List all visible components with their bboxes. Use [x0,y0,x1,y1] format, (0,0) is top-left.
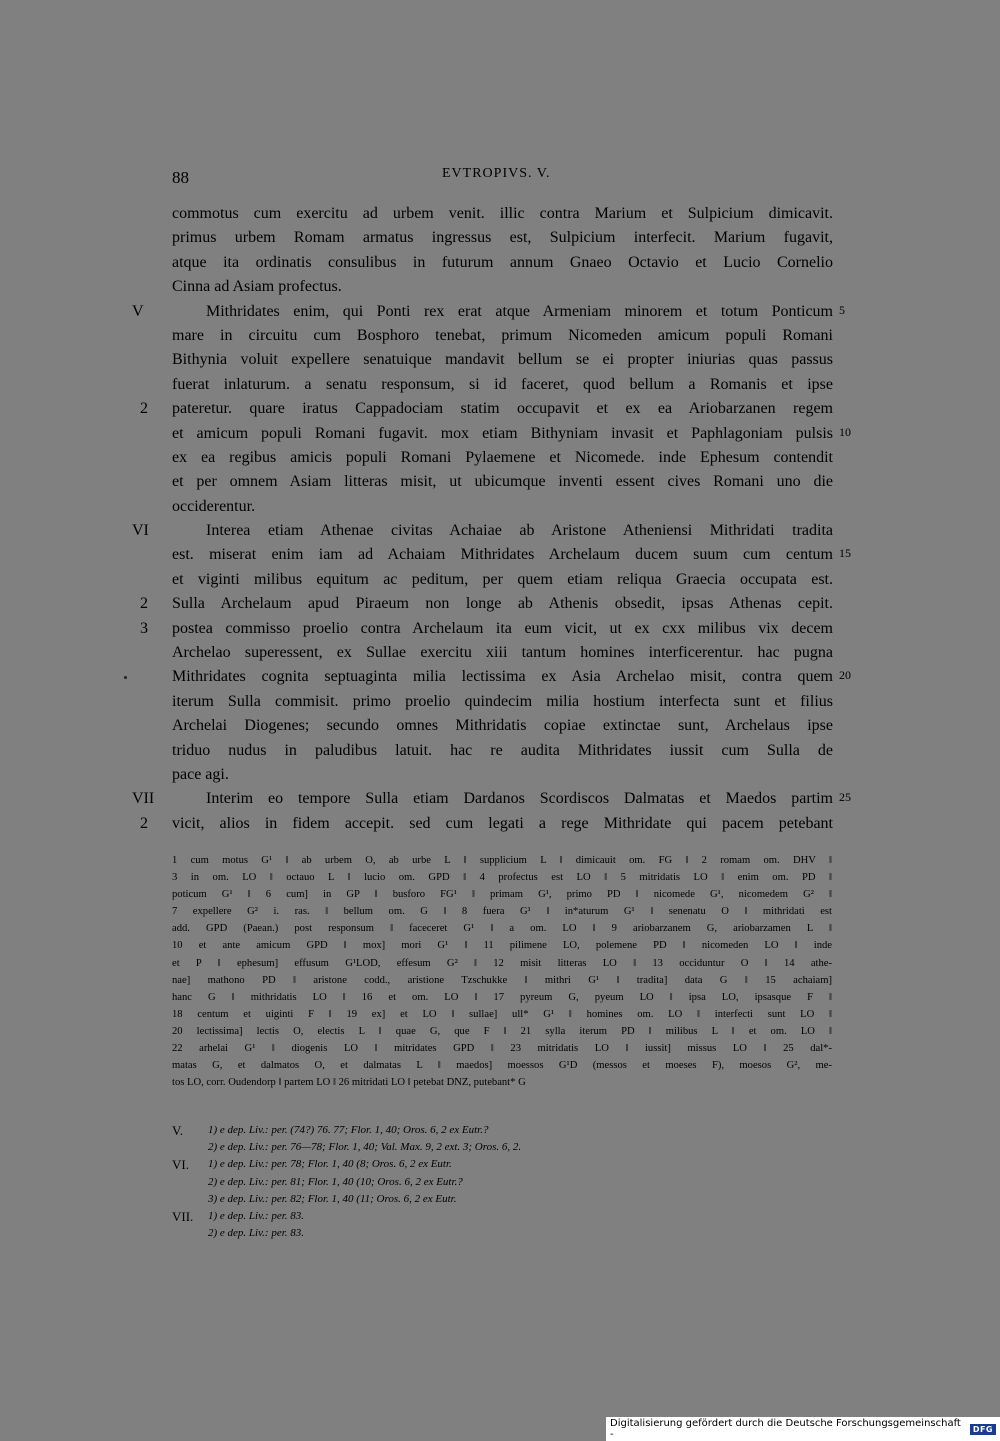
apparatus-line: 7 expellere G² i. ras. ‖ bellum om. G ‖ 8 fuera G¹ ‖ in*aturum G¹ ‖ senenatu O ‖ mithridati est [172,906,832,918]
section-marker: 2 [140,595,148,613]
line-text: Interim eo tempore Sulla etiam Dardanos Scordiscos Dalmatas et Maedos partim [206,790,833,808]
line-text: primus urbem Romam armatus ingressus est, Sulpicium interfecit. Marium fugavit, [172,229,833,247]
text-line [132,787,851,811]
footer-text: Digitalisierung gefördert durch die Deutsche Forschungsgemeinschaft - [610,1418,961,1440]
text-line [172,739,833,763]
text-line [172,714,833,738]
main-text [132,202,851,836]
apparatus-line: 10 et ante amicum GPD ‖ mox] mori G¹ ‖ 11 pilimene LO, polemene PD ‖ nicomeden LO ‖ inde [172,940,832,952]
source-text: 2) e dep. Liv.: per. 81; Flor. 1, 40 (10; Oros. 6, 2 ex Eutr.? [208,1175,463,1188]
text-line [172,373,833,397]
line-text: postea commisso proelio contra Archelaum ita eum vicit, ut ex cxx milibus vix decem [172,619,833,637]
text-line [172,665,851,689]
dfg-logo: DFG [970,1424,996,1435]
line-text: Interea etiam Athenae civitas Achaiae ab Aristone Atheniensi Mithridati tradita [206,522,833,540]
line-number: 20 [839,668,851,683]
source-text: 1) e dep. Liv.: per. 83. [208,1209,305,1222]
source-section: VI. [172,1157,189,1173]
line-text: ex ea regibus amicis populi Romani Pylaemene et Nicomede. inde Ephesum contendit [172,448,833,466]
apparatus-line: hanc G ‖ mithridatis LO ‖ 16 et om. LO ‖ 17 pyreum G, pyeum LO ‖ ipsa LO, ipsasque F ‖ [172,991,832,1003]
line-text: pace agi. [172,765,229,783]
source-text: 2) e dep. Liv.: per. 83. [208,1227,305,1240]
source-text: 1) e dep. Liv.: per. (74?) 76. 77; Flor. 1, 40; Oros. 6, 2 ex Eutr.? [208,1124,489,1136]
text-line [140,397,833,421]
line-text: Cinna ad Asiam profectus. [172,278,342,296]
margin-speck [124,676,127,679]
line-text: vicit, alios in fidem accepit. sed cum legati a rege Mithridate qui pacem petebant [172,814,833,832]
text-line [172,543,851,567]
line-text: est. miserat enim iam ad Achaiam Mithridates Archelaum ducem suum cum centum [172,546,833,564]
apparatus-line: add. GPD (Paean.) post responsum ‖ faceceret G¹ ‖ a om. LO ‖ 9 ariobarzanem G, ariobarzamen L ‖ [172,923,832,935]
source-text: 1) e dep. Liv.: per. 78; Flor. 1, 40 (8; Oros. 6, 2 ex Eutr. [208,1158,452,1171]
line-text: fuerat inlaturum. a senatu responsum, si id faceret, quod bellum a Romanis et ipse [172,375,833,393]
text-line [172,495,833,519]
apparatus-line: 18 centum et uiginti F ‖ 19 ex] et LO ‖ sullae] ull* G¹ ‖ homines om. LO ‖ interfecti sunt LO ‖ [172,1008,832,1020]
text-line [140,812,833,836]
line-number: 5 [839,302,845,317]
line-number: 15 [839,546,851,561]
critical-apparatus [172,852,832,1091]
text-line [132,300,845,324]
apparatus-line: 3 in om. LO ‖ octauo L ‖ lucio om. GPD ‖ 4 profectus est LO ‖ 5 mitridatis LO ‖ enim om. PD ‖ [172,872,832,884]
line-text: Bithynia voluit expellere senatuique mandavit bellum se ei propter iniurias quas passus [172,351,833,369]
line-text: pateretur. quare iratus Cappadociam statim occupavit et ex ea Ariobarzanen regem [172,400,833,418]
line-text: Mithridates enim, qui Ponti rex erat atque Armeniam minorem et totum Ponticum [206,302,833,320]
line-text: occiderentur. [172,497,256,515]
line-number: 25 [839,790,851,805]
text-line [172,568,833,592]
apparatus-line: matas G, et dalmatos O, et dalmatas L ‖ maedos] moessos G¹D (messos et moeses F), moesos G², me- [172,1060,832,1072]
line-text: commotus cum exercitu ad urbem venit. illic contra Marium et Sulpicium dimicavit. [172,205,833,222]
apparatus-line: nae] mathono PD ‖ aristone codd., aristione Tzschukke ‖ mithri G¹ ‖ tradita] data G ‖ 15 achaiam] [172,974,832,986]
section-marker: 3 [140,619,148,637]
text-line [172,641,833,665]
page-number: 88 [172,168,189,187]
digitization-footer [606,1417,1000,1441]
line-text: Sulla Archelaum apud Piraeum non longe ab Athenis obsedit, ipsas Athenas cepit. [172,595,833,613]
line-text: et viginti milibus equitum ac peditum, per quem etiam reliqua Graecia occupata est. [172,570,833,588]
text-line [172,446,833,470]
section-marker: 2 [140,814,148,832]
text-line [172,763,833,787]
line-text: triduo nudus in paludibus latuit. hac re audita Mithridates iussit cum Sulla de [172,741,833,759]
source-text: 2) e dep. Liv.: per. 76—78; Flor. 1, 40; Val. Max. 9, 2 ext. 3; Oros. 6, 2. [208,1141,522,1154]
text-line [132,519,833,543]
line-text: mare in circuitu cum Bosphoro tenebat, primum Nicomeden amicum populi Romani [172,326,833,344]
line-number: 10 [839,424,851,439]
apparatus-line: 1 cum motus G¹ ‖ ab urbem O, ab urbe L ‖ supplicium L ‖ dimicauit om. FG ‖ 2 romam om. DHV ‖ [172,855,832,866]
text-line [172,348,833,372]
line-text: Archelai Diogenes; secundo omnes Mithridatis copiae extinctae sunt, Archelaus ipse [172,717,833,735]
apparatus-line: 20 lectissima] lectis O, electis L ‖ quae G, que F ‖ 21 sylla iterum PD ‖ milibus L ‖ et om. LO ‖ [172,1025,832,1037]
text-line [172,422,851,446]
line-text: Mithridates cognita septuaginta milia lectissima ex Asia Archelao misit, contra quem [172,668,833,686]
apparatus-line: et P ‖ ephesum] effusum G¹LOD, effesum G² ‖ 12 misit litteras LO ‖ 13 occiduntur O ‖ 14 athe- [172,957,832,969]
line-text: Archelao superessent, ex Sullae exercitu xiii tantum homines interficerentur. hac pugna [172,644,833,662]
text-line [140,617,833,641]
line-text: iterum Sulla commisit. primo proelio quindecim milia hostium interfecta sunt et filius [172,692,833,710]
source-text: 3) e dep. Liv.: per. 82; Flor. 1, 40 (11; Oros. 6, 2 ex Eutr. [208,1192,457,1205]
section-marker: VI [132,522,149,540]
section-marker: 2 [140,400,148,418]
source-section: V. [172,1123,183,1138]
section-marker: VII [132,790,155,808]
text-line [172,324,833,348]
apparatus-line: poticum G¹ ‖ 6 cum] in GP ‖ busforo FG¹ ‖ primam G¹, primo PD ‖ nicomede G¹, nicomedem G² ‖ [172,889,832,901]
running-title: EVTROPIVS. V. [442,166,551,181]
text-line [140,592,833,616]
text-line [172,690,833,714]
line-text: et amicum populi Romani fugavit. mox etiam Bithyniam invasit et Paphlagoniam pulsis [172,424,833,442]
apparatus-line: 22 arhelai G¹ ‖ diogenis LO ‖ mitridates GPD ‖ 23 mitridatis LO ‖ iussit] missus LO ‖ 25 dal*- [172,1043,832,1055]
apparatus-line: tos LO, corr. Oudendorp ‖ partem LO ‖ 26 mitridati LO ‖ petebat DNZ, putebant* G [172,1077,526,1089]
text-line [172,251,833,275]
text-line [172,226,833,250]
line-text: et per omnem Asiam litteras misit, ut ubicumque inventi essent cives Romani uno die [172,473,833,491]
source-section: VII. [172,1208,194,1224]
text-line [172,470,833,494]
text-line [172,275,833,299]
line-text: atque ita ordinatis consulibus in futurum annum Gnaeo Octavio et Lucio Cornelio [172,253,833,271]
text-line [172,202,833,226]
section-marker: V [132,302,144,320]
